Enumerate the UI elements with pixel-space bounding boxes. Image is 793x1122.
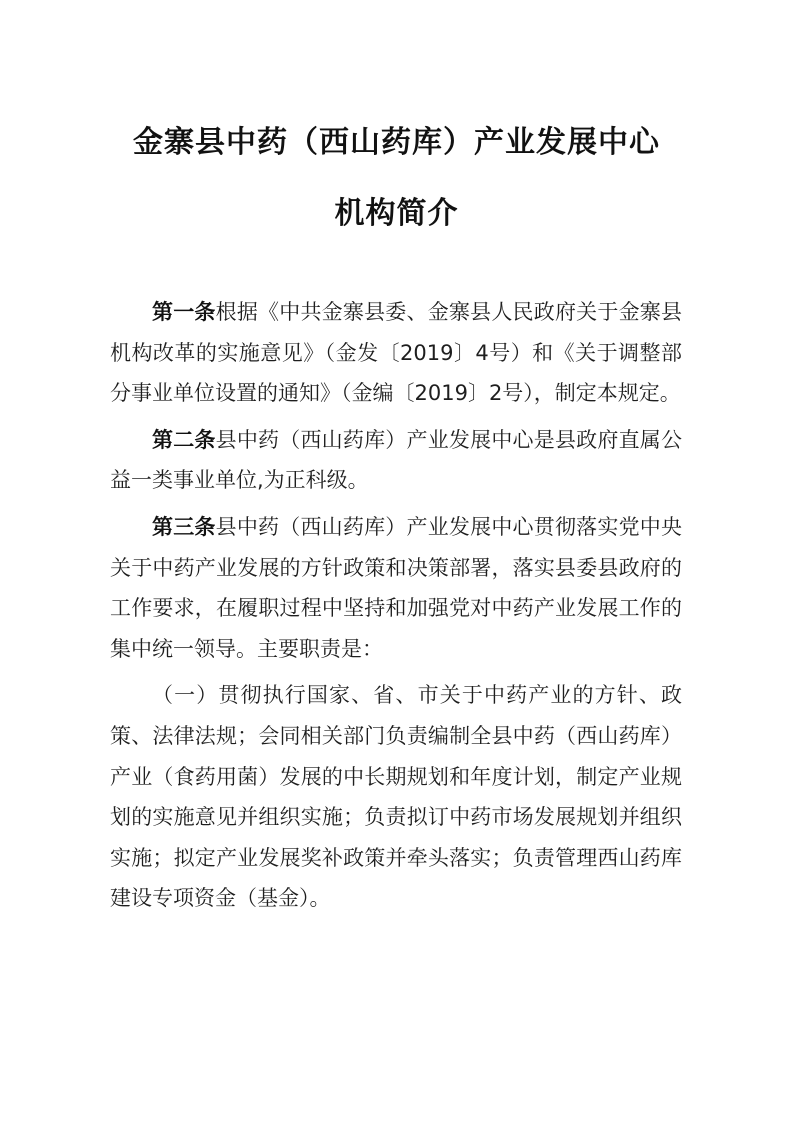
duty-item-1: （一）贯彻执行国家、省、市关于中药产业的方针、政策、法律法规；会同相关部门负责编制全县中药（西山药库）产业（食药用菌）发展的中长期规划和年度计划，制定产业规划的实施意见并组织实施；负责拟订中药市场发展规划并组织实施；拟定产业发展奖补政策并牵头落实；负责管理西山药库建设专项资金（基金）。 — [110, 683, 682, 911]
article-2 — [110, 420, 682, 501]
document-subtitle: 机构简介 — [334, 196, 459, 231]
document-title: 金寨县中药（西山药库）产业发展中心 — [133, 125, 660, 160]
article-1 — [110, 292, 682, 414]
article-text: 县中药（西山药库）产业发展中心是县政府直属公益一类事业单位,为正科级。 — [110, 427, 682, 493]
article-text: 县中药（西山药库）产业发展中心贯彻落实党中央关于中药产业发展的方针政策和决策部署，落实县委县政府的工作要求，在履职过程中坚持和加强党对中药产业发展工作的集中统一领导。主要职责是： — [110, 514, 682, 661]
article-text: 根据《中共金寨县委、金寨县人民政府关于金寨县机构改革的实施意见》（金发〔2019〕4号）和《关于调整部分事业单位设置的通知》（金编〔2019〕2号），制定本规定。 — [110, 300, 682, 406]
article-3 — [110, 507, 682, 669]
article-number: 第三条 — [152, 513, 216, 539]
article-number: 第二条 — [152, 426, 216, 452]
document-body — [110, 292, 682, 925]
article-number: 第一条 — [152, 299, 216, 324]
